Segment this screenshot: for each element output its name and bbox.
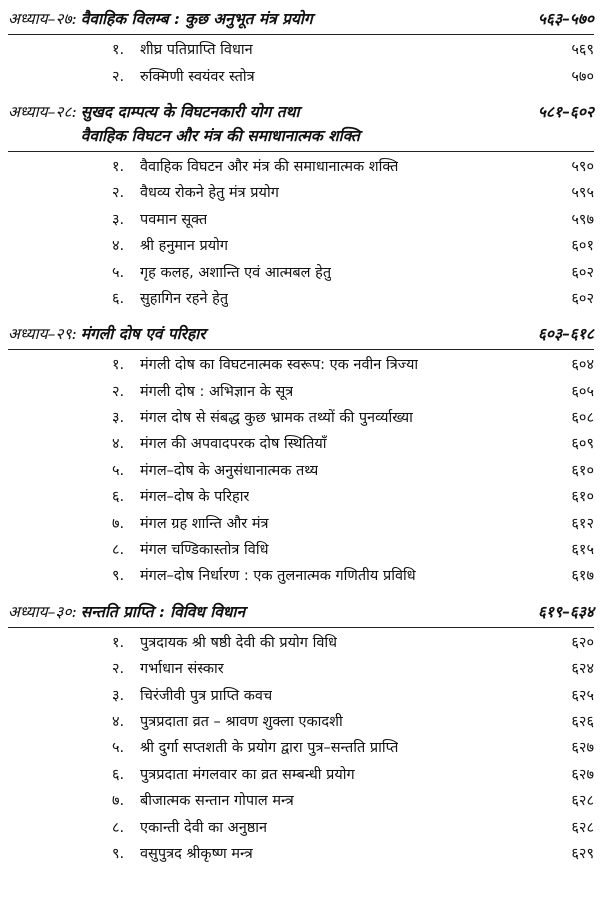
toc-entry bbox=[112, 430, 594, 456]
entry-text bbox=[112, 182, 279, 202]
toc-entry bbox=[112, 629, 594, 655]
entry-text bbox=[112, 513, 269, 533]
toc-entry bbox=[112, 457, 594, 483]
entry-number: २. bbox=[112, 185, 125, 202]
toc-entry bbox=[112, 681, 594, 707]
entry-page-number: ६२८ bbox=[571, 793, 594, 810]
chapter-page-range: ६१९–६३४ bbox=[537, 601, 594, 621]
entry-title: मंगल दोष से संबद्ध कुछ भ्रामक तथ्यों की पुनर्व्याख्या bbox=[140, 410, 413, 427]
entry-number: ९. bbox=[112, 845, 125, 862]
entry-number: १. bbox=[112, 42, 125, 59]
entry-title: मंगल चण्डिकास्तोत्र विधि bbox=[140, 542, 269, 559]
entry-text bbox=[112, 288, 228, 308]
entry-page-number: ६१० bbox=[571, 489, 594, 506]
entry-number: १. bbox=[112, 357, 125, 374]
entry-title: वैवाहिक विघटन और मंत्र की समाधानात्मक शक्ति bbox=[140, 158, 399, 175]
toc-entry bbox=[112, 351, 594, 377]
entry-page-number: ६२६ bbox=[571, 714, 594, 730]
entry-page-number: ५६९ bbox=[571, 42, 594, 59]
entry-number: ३. bbox=[112, 211, 125, 228]
entry-list bbox=[8, 36, 594, 89]
entry-number: ४. bbox=[112, 436, 125, 453]
entry-text bbox=[112, 658, 224, 678]
entry-title: मंगल ग्रह शान्ति और मंत्र bbox=[140, 515, 269, 532]
chapter-label: अध्याय–२८: bbox=[8, 102, 77, 121]
entry-text bbox=[112, 565, 416, 585]
entry-text bbox=[112, 66, 255, 86]
entry-page-number: ६१२ bbox=[571, 515, 594, 532]
chapter-heading bbox=[8, 597, 594, 626]
toc-entry bbox=[112, 483, 594, 509]
entry-page-number: ६२५ bbox=[571, 687, 594, 704]
chapter-divider bbox=[8, 34, 594, 35]
entry-text bbox=[112, 486, 249, 506]
toc-entry bbox=[112, 232, 594, 258]
chapter-label: अध्याय–३०: bbox=[8, 602, 77, 621]
entry-page-number: ६०८ bbox=[571, 410, 594, 427]
entry-number: २. bbox=[112, 661, 125, 678]
entry-page-number: ६२७ bbox=[571, 740, 594, 757]
toc-entry bbox=[112, 708, 594, 734]
entry-text bbox=[112, 711, 343, 731]
entry-page-number: ६२९ bbox=[571, 845, 594, 862]
chapter-section bbox=[8, 597, 594, 867]
entry-page-number: ६०५ bbox=[571, 383, 594, 400]
chapter-title bbox=[77, 322, 594, 346]
entry-list bbox=[8, 629, 594, 867]
entry-page-number: ६०२ bbox=[571, 290, 594, 307]
toc-entry bbox=[112, 285, 594, 311]
toc-entry bbox=[112, 206, 594, 232]
entry-number: २. bbox=[112, 383, 125, 400]
entry-text bbox=[112, 262, 331, 282]
chapter-divider bbox=[8, 151, 594, 152]
entry-text bbox=[112, 737, 398, 757]
entry-title: गृह कलह, अशान्ति एवं आत्मबल हेतु bbox=[140, 264, 332, 281]
toc-entry bbox=[112, 655, 594, 681]
entry-title: रुक्मिणी स्वयंवर स्तोत्र bbox=[140, 68, 255, 85]
entry-title: श्री दुर्गा सप्तशती के प्रयोग द्वारा पुत्र–सन्तति प्राप्ति bbox=[140, 740, 399, 757]
entry-title: श्री हनुमान प्रयोग bbox=[140, 238, 229, 255]
chapter-divider bbox=[8, 349, 594, 350]
entry-title: एकान्ती देवी का अनुष्ठान bbox=[140, 819, 268, 836]
entry-title: मंगल की अपवादपरक दोष स्थितियाँ bbox=[140, 436, 327, 453]
entry-number: ७. bbox=[112, 515, 125, 532]
toc-entry bbox=[112, 787, 594, 813]
entry-text bbox=[112, 843, 253, 863]
toc-entry bbox=[112, 509, 594, 535]
chapter-divider bbox=[8, 627, 594, 628]
entry-title: पवमान सूक्त bbox=[140, 211, 208, 228]
chapter-title bbox=[77, 100, 594, 148]
entry-page-number: ५९० bbox=[571, 158, 594, 175]
chapter-heading bbox=[8, 4, 594, 33]
chapter-page-range: ५६३–५७० bbox=[537, 9, 594, 28]
entry-text bbox=[112, 539, 269, 559]
table-of-contents bbox=[8, 4, 594, 866]
entry-title: वैधव्य रोकने हेतु मंत्र प्रयोग bbox=[140, 185, 279, 202]
toc-entry bbox=[112, 179, 594, 205]
entry-number: ६. bbox=[112, 489, 125, 506]
entry-text bbox=[112, 817, 267, 837]
toc-entry bbox=[112, 562, 594, 588]
entry-number: ५. bbox=[112, 740, 125, 757]
entry-title: पुत्रप्रदाता व्रत – श्रावण शुक्ला एकादशी bbox=[140, 714, 343, 730]
toc-entry bbox=[112, 734, 594, 760]
toc-entry bbox=[112, 761, 594, 787]
entry-number: ९. bbox=[112, 568, 125, 585]
chapter-label: अध्याय–२७: bbox=[8, 10, 77, 28]
entry-title: सुहागिन रहने हेतु bbox=[140, 290, 229, 307]
entry-number: ६. bbox=[112, 766, 125, 783]
entry-page-number: ६१७ bbox=[571, 568, 594, 585]
entry-text bbox=[112, 764, 355, 784]
entry-number: २. bbox=[112, 68, 125, 85]
entry-title: मंगल–दोष के परिहार bbox=[140, 489, 250, 506]
entry-page-number: ६२० bbox=[571, 634, 594, 651]
chapter-section bbox=[8, 4, 594, 89]
entry-page-number: ६१५ bbox=[571, 542, 594, 559]
chapter-title bbox=[77, 7, 594, 31]
entry-number: ४. bbox=[112, 714, 125, 730]
entry-text bbox=[112, 685, 272, 705]
entry-page-number: ६०९ bbox=[571, 436, 594, 453]
chapter-title bbox=[77, 600, 594, 624]
entry-title: मंगली दोष का विघटनात्मक स्वरूप: एक नवीन त्रिज्या bbox=[140, 357, 419, 374]
entry-number: ५. bbox=[112, 264, 125, 281]
entry-title: बीजात्मक सन्तान गोपाल मन्त्र bbox=[140, 793, 294, 810]
entry-number: १. bbox=[112, 634, 125, 651]
entry-title: शीघ्र पतिप्राप्ति विधान bbox=[140, 42, 253, 59]
entry-number: ४. bbox=[112, 238, 125, 255]
entry-text bbox=[112, 354, 418, 374]
entry-title: चिरंजीवी पुत्र प्राप्ति कवच bbox=[140, 687, 273, 704]
entry-page-number: ६२४ bbox=[571, 661, 594, 678]
chapter-section bbox=[8, 319, 594, 589]
entry-text bbox=[112, 460, 318, 480]
entry-number: ८. bbox=[112, 542, 125, 559]
chapter-section bbox=[8, 97, 594, 311]
entry-number: ५. bbox=[112, 462, 125, 479]
toc-entry bbox=[112, 840, 594, 866]
chapter-title-line: सन्तति प्राप्ति : विविध विधान bbox=[80, 601, 246, 621]
entry-title: मंगली दोष : अभिज्ञान के सूत्र bbox=[140, 383, 294, 400]
entry-title: पुत्रदायक श्री षष्ठी देवी की प्रयोग विधि bbox=[140, 634, 338, 651]
entry-number: ३. bbox=[112, 687, 125, 704]
entry-page-number: ५७० bbox=[571, 68, 594, 85]
entry-text bbox=[112, 790, 294, 810]
entry-number: ३. bbox=[112, 410, 125, 427]
chapter-page-range: ५८१–६०२ bbox=[537, 101, 594, 121]
toc-entry bbox=[112, 378, 594, 404]
entry-text bbox=[112, 39, 253, 59]
toc-entry bbox=[112, 62, 594, 88]
entry-number: १. bbox=[112, 158, 125, 175]
entry-title: पुत्रप्रदाता मंगलवार का व्रत सम्बन्धी प्रयोग bbox=[140, 766, 355, 783]
chapter-title-line: वैवाहिक विघटन और मंत्र की समाधानात्मक शक्ति bbox=[80, 125, 360, 145]
entry-number: ६. bbox=[112, 290, 125, 307]
toc-entry bbox=[112, 36, 594, 62]
entry-page-number: ६०२ bbox=[571, 264, 594, 281]
entry-text bbox=[112, 156, 398, 176]
toc-entry bbox=[112, 258, 594, 284]
entry-text bbox=[112, 235, 228, 255]
entry-list bbox=[8, 153, 594, 311]
entry-text bbox=[112, 433, 327, 453]
entry-page-number: ६२८ bbox=[571, 819, 594, 836]
entry-list bbox=[8, 351, 594, 589]
entry-page-number: ६१० bbox=[571, 462, 594, 479]
toc-entry bbox=[112, 404, 594, 430]
chapter-title-line: सुखद दाम्पत्य के विघटनकारी योग तथा bbox=[80, 101, 300, 121]
chapter-title-line: मंगली दोष एवं परिहार bbox=[80, 324, 206, 344]
entry-page-number: ६०४ bbox=[571, 357, 594, 374]
chapter-heading bbox=[8, 97, 594, 150]
entry-title: वसुपुत्रद श्रीकृष्ण मन्त्र bbox=[140, 845, 253, 862]
entry-page-number: ६२७ bbox=[571, 766, 594, 783]
chapter-page-range: ६०३–६१८ bbox=[537, 324, 594, 344]
entry-text bbox=[112, 407, 413, 427]
entry-text bbox=[112, 632, 337, 652]
entry-number: ७. bbox=[112, 793, 125, 810]
entry-number: ८. bbox=[112, 819, 125, 836]
entry-text bbox=[112, 381, 293, 401]
entry-title: मंगल–दोष के अनुसंधानात्मक तथ्य bbox=[140, 462, 319, 479]
toc-entry bbox=[112, 813, 594, 839]
toc-entry bbox=[112, 153, 594, 179]
entry-text bbox=[112, 209, 207, 229]
entry-page-number: ५९५ bbox=[571, 185, 594, 202]
toc-entry bbox=[112, 536, 594, 562]
entry-page-number: ६०१ bbox=[571, 238, 594, 255]
chapter-heading bbox=[8, 319, 594, 348]
chapter-title-line: वैवाहिक विलम्ब : कुछ अनुभूत मंत्र प्रयोग bbox=[80, 9, 313, 28]
entry-title: गर्भाधान संस्कार bbox=[140, 661, 224, 678]
entry-page-number: ५९७ bbox=[571, 211, 594, 228]
entry-title: मंगल–दोष निर्धारण : एक तुलनात्मक गणितीय प्रविधि bbox=[140, 568, 416, 585]
chapter-label: अध्याय–२९: bbox=[8, 325, 77, 344]
